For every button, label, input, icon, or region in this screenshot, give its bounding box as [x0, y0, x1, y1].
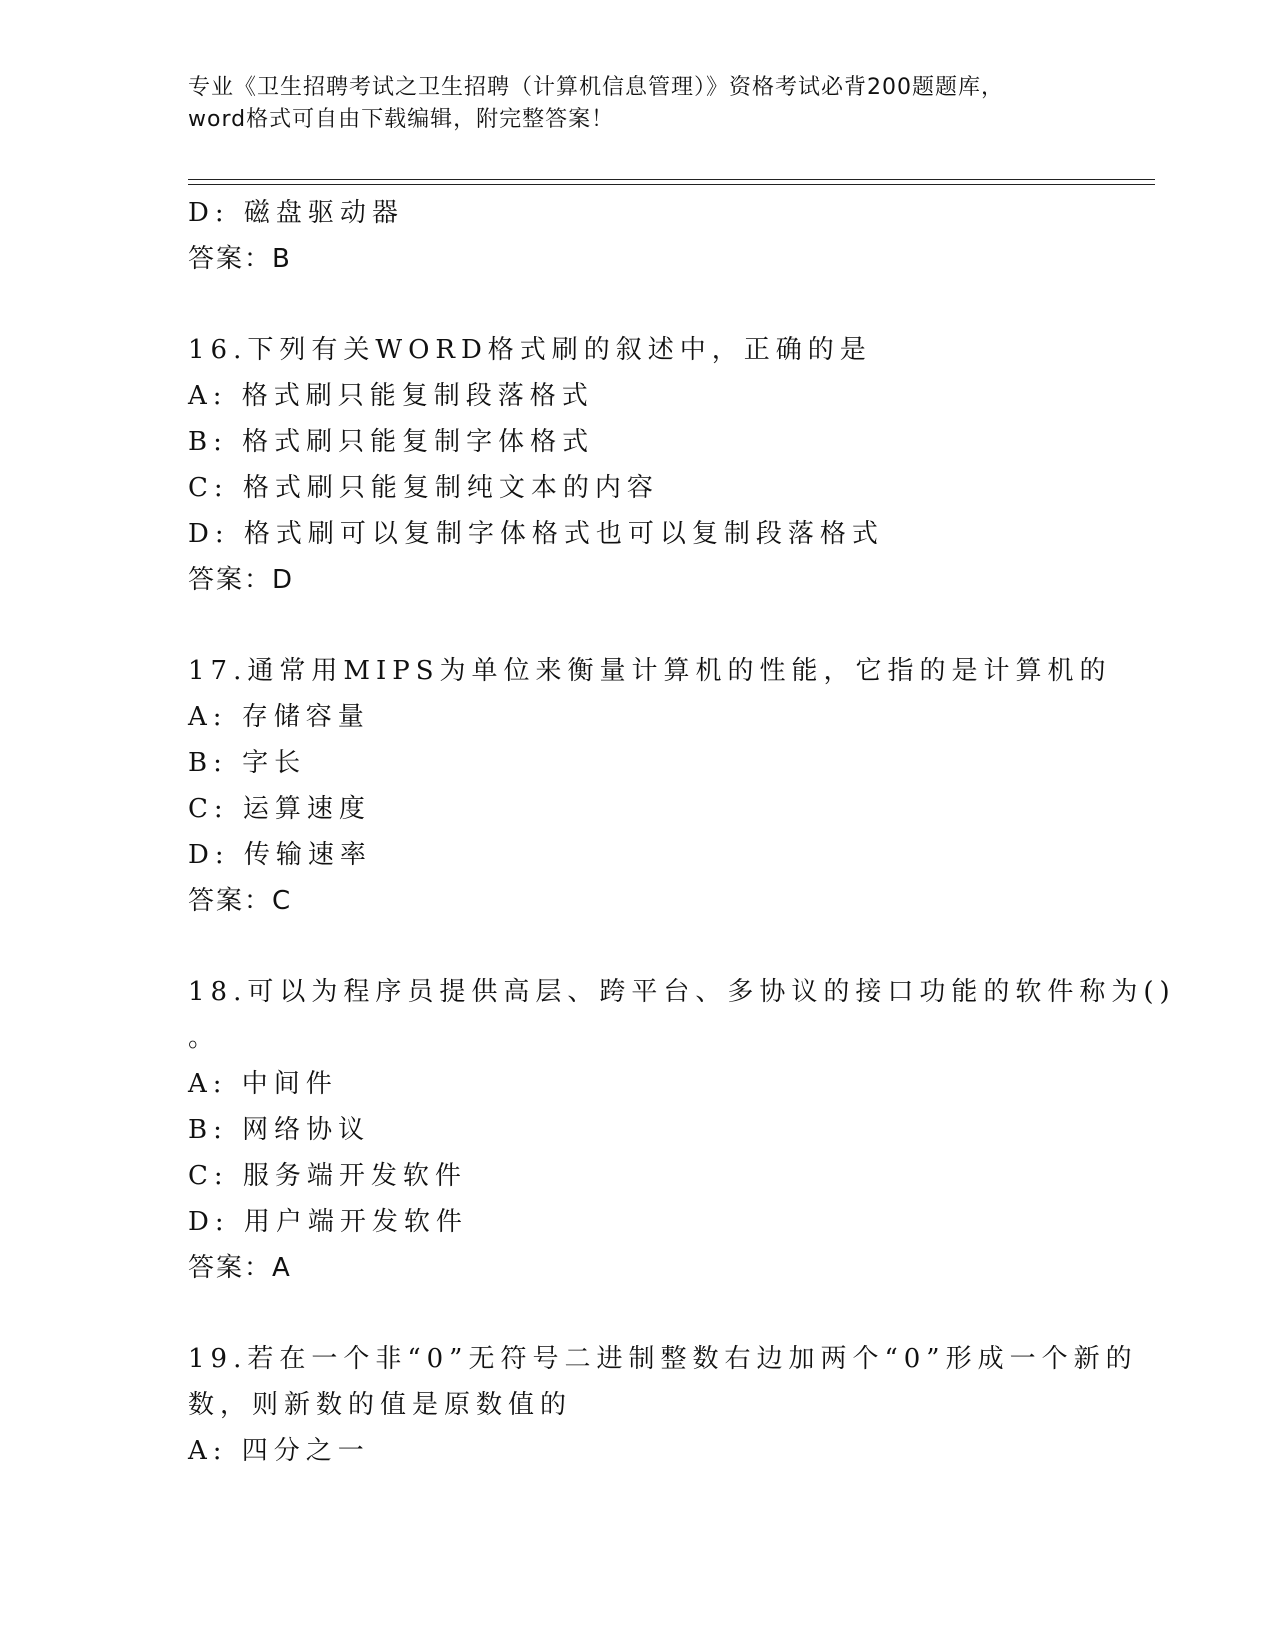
question-17 — [188, 648, 1148, 924]
option-a: A: 四分之一 — [188, 1436, 370, 1466]
option-b: B: 字长 — [188, 748, 307, 778]
header-divider-bottom — [188, 184, 1155, 185]
question-18 — [188, 969, 1176, 1291]
option-d: D: 格式刷可以复制字体格式也可以复制段落格式 — [188, 519, 884, 549]
question-16 — [188, 327, 1148, 603]
option-a: A: 格式刷只能复制段落格式 — [188, 381, 594, 411]
header-divider-top — [188, 179, 1155, 180]
option-c: C: 格式刷只能复制纯文本的内容 — [188, 473, 659, 503]
option-c: C: 服务端开发软件 — [188, 1161, 467, 1191]
option-a: A: 存储容量 — [188, 702, 370, 732]
question-stem-continued: 数，则新数的值是原数值的 — [188, 1390, 573, 1420]
option-d: D: 用户端开发软件 — [188, 1207, 468, 1237]
option-c: C: 运算速度 — [188, 794, 371, 824]
question-stem: 16.下列有关WORD格式刷的叙述中，正确的是 — [188, 335, 872, 365]
spacer — [188, 603, 1148, 648]
option-a: A: 中间件 — [188, 1069, 338, 1099]
option-b: B: 格式刷只能复制字体格式 — [188, 427, 595, 457]
question-19 — [188, 1336, 1148, 1474]
question-stem-continued: 。 — [188, 1023, 221, 1053]
question-stem: 18.可以为程序员提供高层、跨平台、多协议的接口功能的软件称为() — [188, 977, 1176, 1007]
option-d: D: 传输速率 — [188, 840, 372, 870]
header-title-line-2: word格式可自由下载编辑，附完整答案！ — [188, 107, 615, 132]
answer-line: 答案：A — [188, 1253, 292, 1283]
answer-line: 答案：C — [188, 886, 293, 916]
option-d: D: 磁盘驱动器 — [188, 198, 404, 228]
answer-line: 答案：D — [188, 565, 295, 595]
answer-line: 答案：B — [188, 244, 292, 274]
spacer — [188, 1291, 1148, 1336]
header-title-line-1: 专业《卫生招聘考试之卫生招聘（计算机信息管理）》资格考试必背200题题库， — [188, 75, 1004, 100]
page-header — [188, 72, 1088, 136]
question-stem: 19.若在一个非“0”无符号二进制整数右边加两个“0”形成一个新的 — [188, 1344, 1138, 1374]
option-b: B: 网络协议 — [188, 1115, 371, 1145]
spacer — [188, 924, 1148, 969]
question-list — [188, 190, 1176, 1474]
question-stem: 17.通常用MIPS为单位来衡量计算机的性能，它指的是计算机的 — [188, 656, 1112, 686]
spacer — [188, 282, 1148, 327]
